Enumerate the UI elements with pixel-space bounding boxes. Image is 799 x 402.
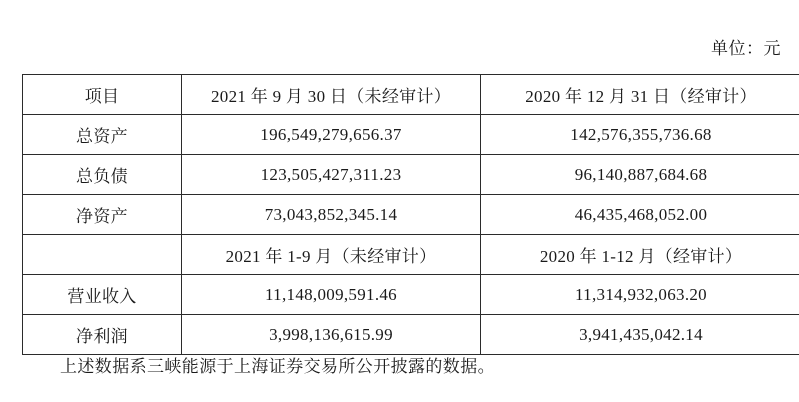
row-label-total-assets: 总资产 (23, 115, 182, 155)
row-value-operating-revenue-b: 11,314,932,063.20 (481, 275, 799, 315)
period-header-b: 2020 年 1-12 月（经审计） (481, 235, 799, 275)
column-header-item: 项目 (23, 75, 182, 115)
row-value-net-assets-b: 46,435,468,052.00 (481, 195, 799, 235)
row-label-net-assets: 净资产 (23, 195, 182, 235)
period-header-a: 2021 年 1-9 月（未经审计） (182, 235, 481, 275)
row-value-operating-revenue-a: 11,148,009,591.46 (182, 275, 481, 315)
table-row (23, 315, 799, 355)
row-value-total-assets-b: 142,576,355,736.68 (481, 115, 799, 155)
table-row (23, 195, 799, 235)
financial-table (22, 74, 799, 355)
row-value-total-liabilities-a: 123,505,427,311.23 (182, 155, 481, 195)
table-row (23, 115, 799, 155)
row-label-net-profit: 净利润 (23, 315, 182, 355)
table-header-row (23, 75, 799, 115)
row-value-net-profit-a: 3,998,136,615.99 (182, 315, 481, 355)
row-value-net-assets-a: 73,043,852,345.14 (182, 195, 481, 235)
row-value-net-profit-b: 3,941,435,042.14 (481, 315, 799, 355)
period-header-blank (23, 235, 182, 275)
row-label-operating-revenue: 营业收入 (23, 275, 182, 315)
row-value-total-liabilities-b: 96,140,887,684.68 (481, 155, 799, 195)
financial-table-container (22, 74, 774, 355)
table-row (23, 155, 799, 195)
row-label-total-liabilities: 总负债 (23, 155, 182, 195)
table-footnote: 上述数据系三峡能源于上海证券交易所公开披露的数据。 (60, 357, 495, 376)
table-row (23, 275, 799, 315)
table-period-header-row (23, 235, 799, 275)
row-value-total-assets-a: 196,549,279,656.37 (182, 115, 481, 155)
column-header-period-b: 2020 年 12 月 31 日（经审计） (481, 75, 799, 115)
column-header-period-a: 2021 年 9 月 30 日（未经审计） (182, 75, 481, 115)
unit-note: 单位：元 (711, 39, 781, 58)
